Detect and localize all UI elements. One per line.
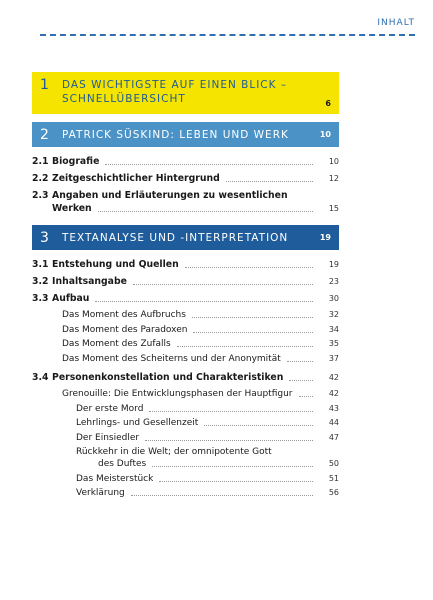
entry-page: 30 <box>328 294 339 303</box>
entry-number: 2.2 <box>32 173 49 184</box>
dot-leader <box>159 481 313 482</box>
toc-sub-aufbau-4[interactable] <box>32 353 339 365</box>
sub-page: 32 <box>328 310 339 319</box>
sub-title: Grenouille: Die Entwicklungsphasen der Hauptfigur <box>62 389 293 399</box>
toc-sub-aufbau-2[interactable] <box>32 324 339 336</box>
toc-sub-phase-5[interactable] <box>32 473 339 485</box>
header-dashed-rule <box>40 34 415 36</box>
entry-page: 19 <box>328 260 339 269</box>
chapter-2-title: PATRICK SÜSKIND: LEBEN UND WERK <box>62 129 289 141</box>
sub-page: 44 <box>328 418 339 427</box>
entry-number: 3.4 <box>32 372 49 383</box>
dot-leader <box>226 181 313 182</box>
dot-leader <box>131 495 313 496</box>
chapter-1-bar[interactable] <box>32 72 339 114</box>
dot-leader <box>193 332 313 333</box>
sub-page: 43 <box>328 403 339 413</box>
entry-title: Aufbau <box>52 293 90 304</box>
entry-number: 2.3 <box>32 190 49 201</box>
chapter-3-bar[interactable] <box>32 225 339 250</box>
chapter-1-title-line1: DAS WICHTIGSTE AUF EINEN BLICK – <box>62 79 288 91</box>
sub-title-line2: des Duftes <box>98 459 147 469</box>
chapter-1-page: 6 <box>325 99 331 108</box>
toc-entry-2-3[interactable] <box>32 189 339 215</box>
dot-leader <box>145 440 313 441</box>
toc-entry-3-4[interactable] <box>32 371 339 384</box>
chapter-1-title <box>62 77 309 106</box>
sub-title: Der Einsiedler <box>76 432 140 443</box>
entry-number: 3.2 <box>32 276 49 287</box>
dot-leader <box>98 211 313 212</box>
toc-sub-phase-6[interactable] <box>32 487 339 499</box>
chapter-2-page: 10 <box>319 130 331 139</box>
entry-number: 2.1 <box>32 156 49 167</box>
toc-entry-3-1[interactable] <box>32 258 339 271</box>
dot-leader <box>287 361 313 362</box>
toc-entry-3-2[interactable] <box>32 275 339 288</box>
entry-title: Personenkonstellation und Charakteristiken <box>52 372 284 383</box>
entry-title: Entstehung und Quellen <box>52 259 179 270</box>
entry-title-line1: Angaben und Erläuterungen zu wesentlichen <box>52 190 288 201</box>
sub-page: 47 <box>328 432 339 442</box>
chapter-1-number: 1 <box>40 77 49 93</box>
toc-sub-aufbau-3[interactable] <box>32 338 339 350</box>
sub-title: Das Moment des Zufalls <box>62 339 171 349</box>
dot-leader <box>185 267 313 268</box>
sub-title: Verklärung <box>76 488 125 498</box>
sub-title: Das Meisterstück <box>76 473 154 484</box>
sub-page: 35 <box>328 339 339 348</box>
entry-page: 23 <box>328 277 339 286</box>
sub-page: 51 <box>328 473 339 483</box>
toc-sub-phase-4[interactable] <box>32 446 339 470</box>
dot-leader <box>105 164 313 165</box>
sub-title: Lehrlings- und Gesellenzeit <box>76 418 199 428</box>
entry-title: Zeitgeschichtlicher Hintergrund <box>52 173 220 184</box>
toc-sub-phase-3[interactable] <box>32 432 339 444</box>
dot-leader <box>299 396 314 397</box>
sub-title: Das Moment des Scheiterns und der Anonymität <box>62 353 281 364</box>
sub-page: 37 <box>328 353 339 363</box>
sub-page: 42 <box>328 389 339 398</box>
toc-entry-2-2[interactable] <box>32 172 339 185</box>
dot-leader <box>149 411 313 412</box>
entry-number: 3.3 <box>32 293 49 304</box>
chapter-3-title: TEXTANALYSE UND -INTERPRETATION <box>62 232 289 244</box>
entry-page: 10 <box>328 157 339 166</box>
toc-sub-phase-2[interactable] <box>32 417 339 429</box>
header-label: INHALT <box>377 18 415 28</box>
table-of-contents <box>32 72 339 502</box>
chapter-1-title-line2: SCHNELLÜBERSICHT <box>62 93 186 105</box>
entry-number: 3.1 <box>32 259 49 270</box>
entry-page: 42 <box>328 373 339 382</box>
entry-page: 15 <box>328 204 339 213</box>
dot-leader <box>152 466 313 467</box>
entry-title-line2: Werken <box>52 203 92 214</box>
chapter-3-page: 19 <box>319 233 331 242</box>
entry-title: Inhaltsangabe <box>52 276 127 287</box>
sub-page: 56 <box>328 488 339 497</box>
sub-page: 34 <box>328 324 339 334</box>
dot-leader <box>192 317 313 318</box>
sub-title: Das Moment des Paradoxen <box>62 324 188 335</box>
entry-page: 12 <box>328 174 339 183</box>
sub-title: Der erste Mord <box>76 403 144 414</box>
toc-entry-3-3[interactable] <box>32 292 339 305</box>
toc-sub-phase-1[interactable] <box>32 403 339 415</box>
chapter-2-bar[interactable] <box>32 122 339 147</box>
sub-page: 50 <box>328 459 339 468</box>
dot-leader <box>95 301 313 302</box>
dot-leader <box>204 425 313 426</box>
toc-sub-aufbau-1[interactable] <box>32 309 339 321</box>
dot-leader <box>289 380 313 381</box>
toc-entry-2-1[interactable] <box>32 155 339 168</box>
sub-title: Das Moment des Aufbruchs <box>62 310 186 320</box>
dot-leader <box>177 346 313 347</box>
chapter-2-number: 2 <box>40 126 49 143</box>
dot-leader <box>133 284 313 285</box>
sub-title-line1: Rückkehr in die Welt; der omnipotente Gott <box>76 447 272 457</box>
entry-title: Biografie <box>52 156 100 167</box>
toc-sub-grenouille[interactable] <box>32 388 339 400</box>
chapter-3-number: 3 <box>40 229 49 246</box>
